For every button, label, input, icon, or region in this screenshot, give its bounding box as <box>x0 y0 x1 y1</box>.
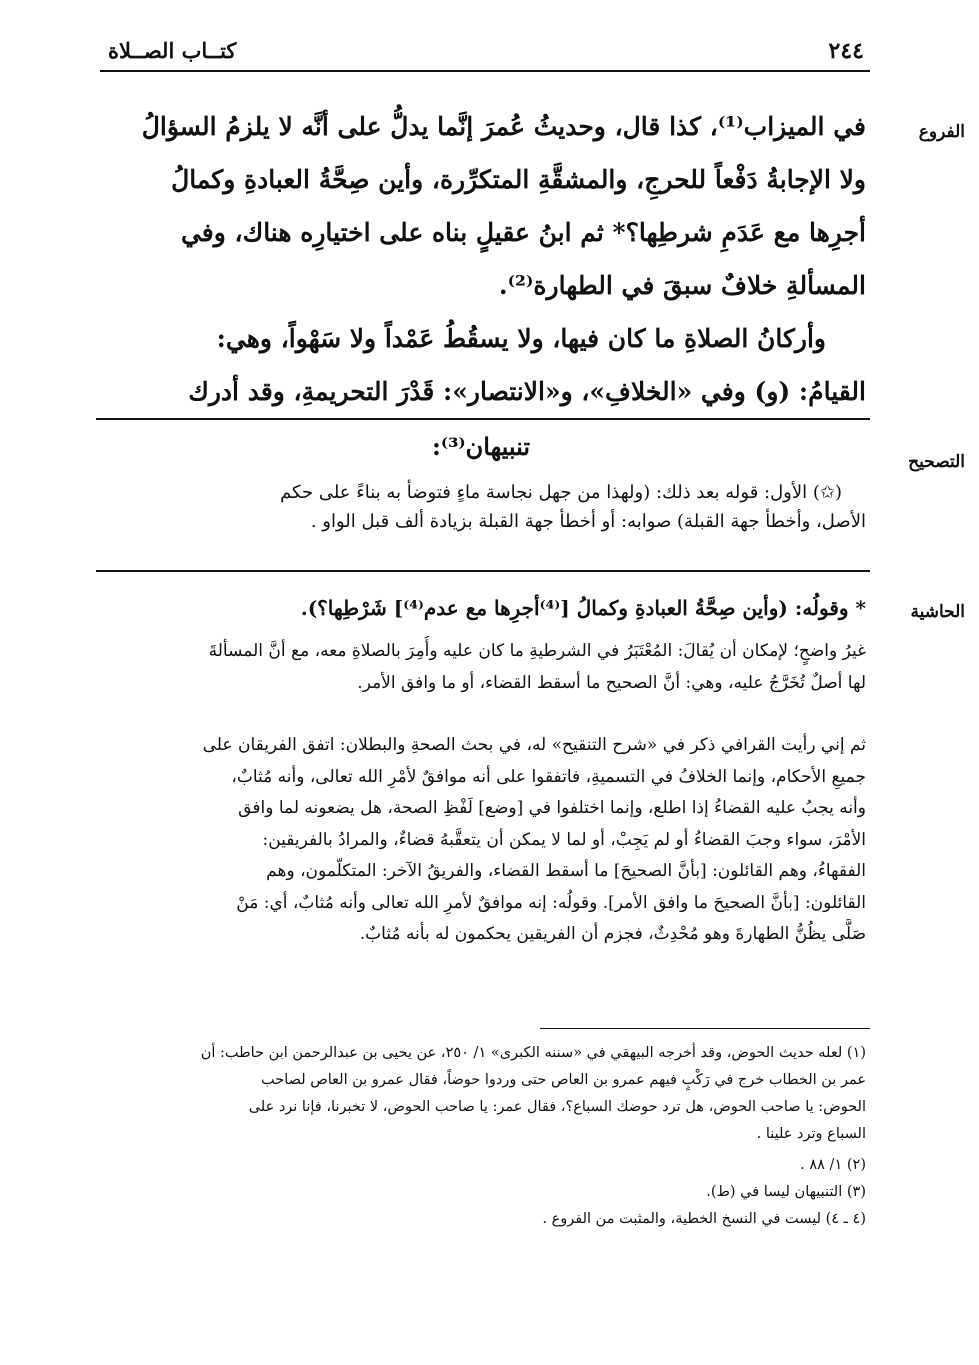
main-line: في الميزاب⁽¹⁾، كذا قال، وحديثُ عُمرَ إنَّما يدلُّ على أنَّه لا يلزمُ السؤالُ <box>141 112 866 141</box>
hashiya-heading <box>96 592 866 624</box>
side-tag-hashiya: الحاشية <box>910 602 965 622</box>
section-divider <box>96 570 870 572</box>
main-line: القيامُ: (و) وفي «الخلافِ»، و«الانتصار»: قَدْرَ التحريمةِ، وقد أدرك <box>188 377 866 406</box>
hashiya-paragraph-1 <box>100 636 866 699</box>
main-text <box>96 100 866 418</box>
tanbih-title: تنبيهان⁽³⁾: <box>431 432 531 461</box>
footnotes <box>100 1040 866 1233</box>
hashiya-line: جميعِ الأحكام، وإنما الخلافُ في التسميةِ، فاتفقوا على أنه موافقٌ لأمْرِ الله تعالى، وأنه مُثابٌ، <box>231 766 866 787</box>
main-line: المسألةِ خلافٌ سبقَ في الطهارة⁽²⁾. <box>498 271 866 300</box>
footnote-line: السباع وترد علينا . <box>756 1126 866 1142</box>
hashiya-heading-text: * وقولُه: (وأين صِحَّةُ العبادةِ وكمالُ [⁽⁴⁾أجرِها مع عدم⁽⁴⁾] شَرْطِها؟). <box>300 596 866 620</box>
hashiya-line: القائلون: [بأنَّ الصحيحَ ما وافق الأمر]. وقولُه: إنه موافقٌ لأمرِ الله تعالى وأنه مُثابٌ، أي: مَنْ <box>236 892 866 913</box>
hashiya-line: ثم إني رأيت القرافي ذكر في «شرح التنقيح» له، في بحث الصحةِ والبطلان: اتفق الفريقان على <box>202 735 866 755</box>
side-tag-furu: الفروع <box>918 122 965 142</box>
footnote-line: (٤ ـ ٤) ليست في النسخ الخطية، والمثبت من الفروع . <box>542 1211 866 1227</box>
hashiya-line: الأمْرَ، سواء وجبَ القضاءُ أو لم يَجِبْ، أو لما لا يمكن أن يتعقَّبهُ قضاءٌ، والمرادُ بالفريقين: <box>262 829 866 850</box>
side-tag-tashih: التصحيح <box>908 452 965 472</box>
main-line: ولا الإجابةُ دَفْعاً للحرجِ، والمشقَّةِ المتكرِّرة، وأين صِحَّةُ العبادةِ وكمالُ <box>171 165 866 194</box>
correction-line: الأصل، وأخطأ جهة القبلة) صوابه: أو أخطأ جهة القبلة بزيادة ألف قبل الواو . <box>310 511 866 532</box>
footnote-separator <box>540 1028 870 1029</box>
main-line: أجرِها مع عَدَمِ شرطِها؟* ثم ابنُ عقيلٍ بناه على اختيارِه هناك، وفي <box>180 218 866 247</box>
footnote-line: عمر بن الخطاب خرج في رَكْبٍ فيهم عمرو بن العاص حتى وردوا حوضاً، فقال عمرو بن العاص لصاحب <box>261 1072 866 1088</box>
correction-line: (✩) الأول: قوله بعد ذلك: (ولهذا من جهل نجاسة ماءٍ فتوضأ به بناءً على حكم <box>280 482 842 503</box>
hashiya-line: وأنه يجبُ عليه القضاءُ إذا اطلع، وإنما اختلفوا في [وضع] لَفْظِ الصحة، هل يضعونه لما وافق <box>238 798 866 818</box>
page-number: ٢٤٤ <box>828 38 864 64</box>
footnote-line: (١) لعله حديث الحوض، وقد أخرجه البيهقي في «سننه الكبرى» ١/ ٢٥٠، عن يحيى بن عبدالرحمن ابن حاطب: أن <box>200 1045 866 1061</box>
hashiya-line: لها أصلٌ تُخَرَّجُ عليه، وهي: أنَّ الصحيح ما أسقط القضاء، أو ما وافق الأمر. <box>357 672 866 693</box>
section-divider <box>96 418 870 420</box>
main-line: وأركانُ الصلاةِ ما كان فيها، ولا يسقُطُ عَمْداً ولا سَهْواً، وهي: <box>216 324 826 353</box>
footnote-line: (٢) ١/ ٨٨ . <box>800 1157 866 1173</box>
book-title: كتــاب الصــلاة <box>108 38 237 63</box>
page-header <box>100 38 870 72</box>
hashiya-line: الفقهاءُ، وهم القائلون: [بأنَّ الصحيحَ] ما أسقط القضاء، والفريقُ الآخر: المتكلّمون، وهم <box>266 861 866 881</box>
hashiya-paragraph-2 <box>100 730 866 951</box>
hashiya-line: غيرُ واضحٍ؛ لإمكان أن يُقالَ: المُعْتَبَرُ في الشرطيةِ ما كان عليه وأُمِرَ بالصلاةِ معه، مع أنَّ المسألةَ <box>208 641 866 661</box>
footnote-line: الحوض: يا صاحب الحوض، هل ترد حوضك السباع؟، فقال عمر: يا صاحب الحوض، لا تخبرنا، فإنا نرد على <box>248 1099 866 1115</box>
hashiya-line: صَلَّى يظُنُّ الطهارةَ وهو مُحْدِثٌ، فجزم أن الفريقين يحكمون له بأنه مُثابٌ. <box>359 924 866 944</box>
footnote-line: (٣) التنبيهان ليسا في (ط). <box>706 1184 866 1200</box>
correction-text <box>96 478 866 536</box>
